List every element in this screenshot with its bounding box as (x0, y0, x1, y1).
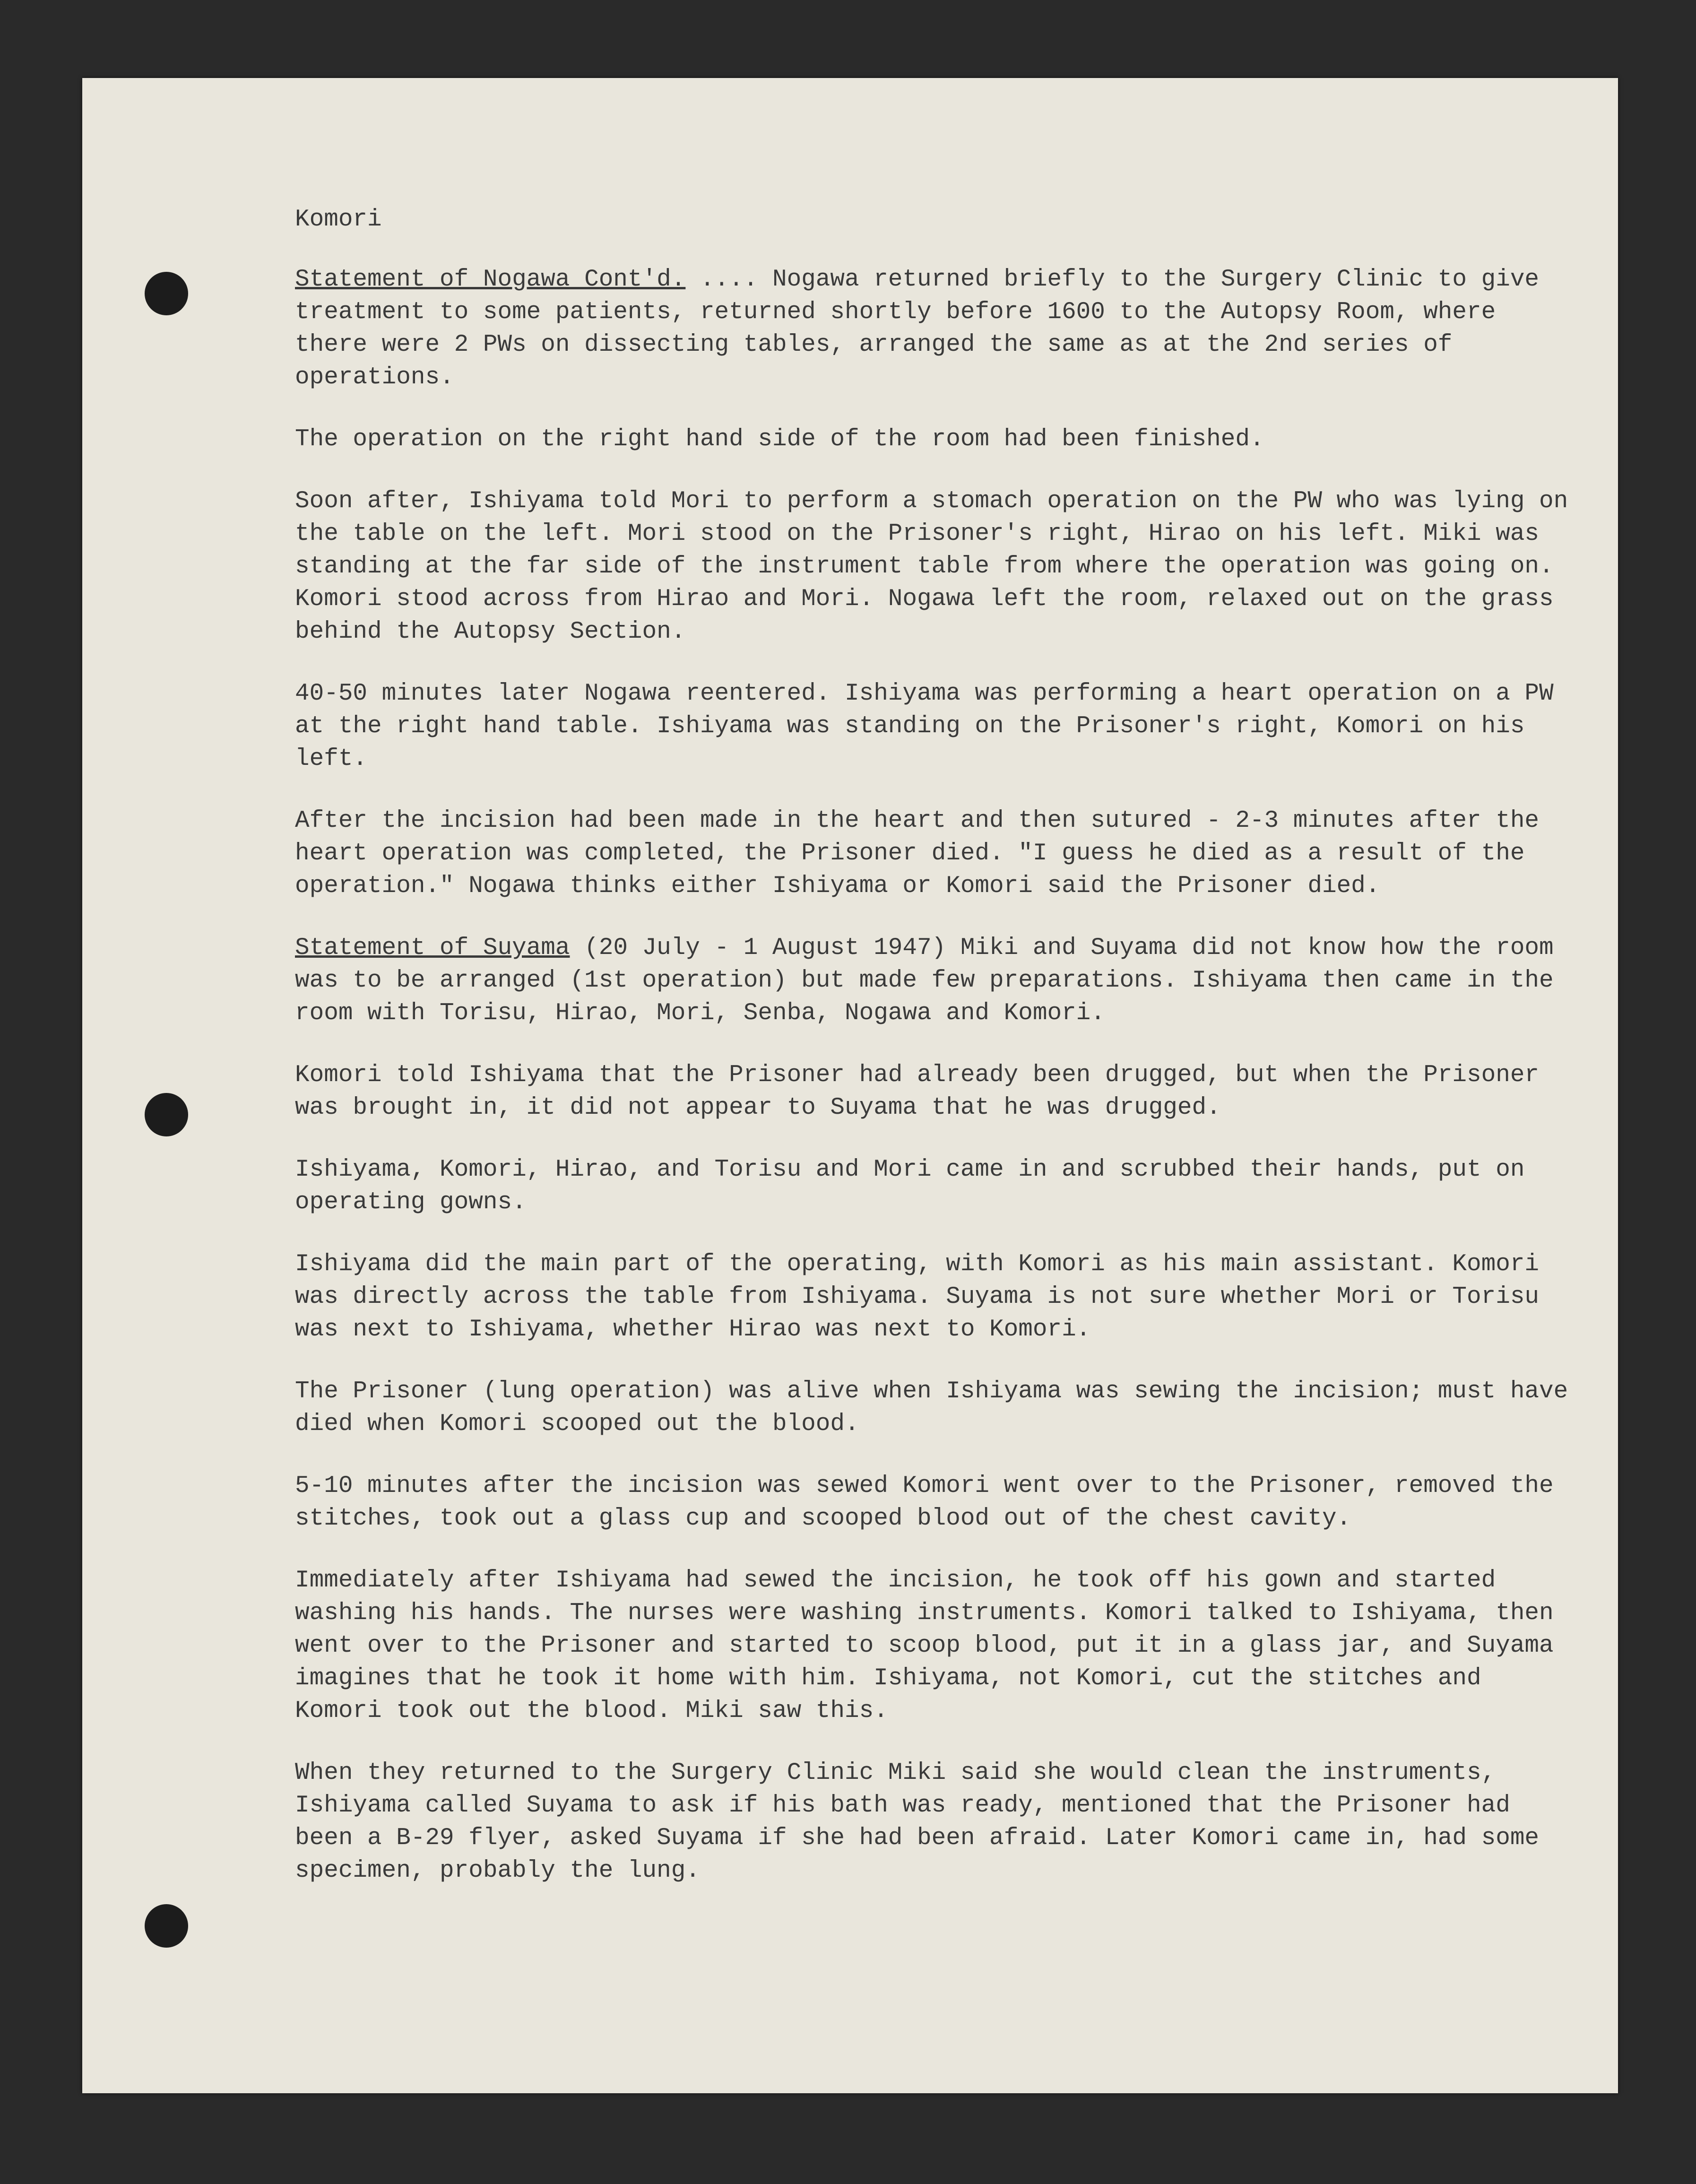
paragraph: Soon after, Ishiyama told Mori to perform a stomach operation on the PW who was lying on the table on the left. Mori stood on the Prisoner's right, Hirao on his left. Miki was standing at the far side of the instrument table from where the operation was going on. Komori stood across from Hirao and Mori. Nogawa left the room, relaxed out on the grass behind the Autopsy Section. (295, 488, 1568, 645)
document-body (295, 203, 1571, 1916)
paragraph (295, 932, 1571, 1030)
paragraph-text: (20 July - 1 August 1947) Miki and Suyama did not know how the room was to be arranged (1st operation) but made few preparations. Ishiyama then came in the room with Torisu, Hirao, Mori, Senba, Nogawa and Komori. (295, 935, 1554, 1027)
paragraph: After the incision had been made in the heart and then sutured - 2-3 minutes after the heart operation was completed, the Prisoner died. "I guess he died as a result of the operation." Nogawa thinks either Ishiyama or Komori said the Prisoner died. (295, 807, 1540, 900)
punch-hole (145, 1093, 188, 1136)
punch-hole (145, 272, 188, 315)
punch-hole (145, 1904, 188, 1948)
section-heading: Statement of Nogawa Cont'd. (295, 266, 686, 293)
paragraph: 5-10 minutes after the incision was sewed Komori went over to the Prisoner, removed the stitches, took out a glass cup and scooped blood out of the chest cavity. (295, 1473, 1554, 1532)
paragraph: The Prisoner (lung operation) was alive when Ishiyama was sewing the incision; must have died when Komori scooped out the blood. (295, 1378, 1568, 1438)
paragraph (295, 263, 1571, 394)
document-header: Komori (295, 206, 382, 233)
paragraph-text: .... Nogawa returned briefly to the Surgery Clinic to give treatment to some patients, returned shortly before 1600 to the Autopsy Room, where there were 2 PWs on dissecting tables, arranged the same as at the 2nd series of operations. (295, 266, 1540, 391)
paragraph: Immediately after Ishiyama had sewed the incision, he took off his gown and started washing his hands. The nurses were washing instruments. Komori talked to Ishiyama, then went over to the Prisoner and started to scoop blood, put it in a glass jar, and Suyama imagines that he took it home with him. Ishiyama, not Komori, cut the stitches and Komori took out the blood. Miki saw this. (295, 1567, 1554, 1725)
paragraph: Komori told Ishiyama that the Prisoner had already been drugged, but when the Prisoner was brought in, it did not appear to Suyama that he was drugged. (295, 1062, 1540, 1121)
paragraph: The operation on the right hand side of the room had been finished. (295, 426, 1264, 453)
section-heading: Statement of Suyama (295, 935, 570, 962)
paragraph: Ishiyama did the main part of the operating, with Komori as his main assistant. Komori was directly across the table from Ishiyama. Suyama is not sure whether Mori or Torisu was next to Ishiyama, whether Hirao was next to Komori. (295, 1251, 1540, 1343)
paragraph: When they returned to the Surgery Clinic Miki said she would clean the instruments, Ishiyama called Suyama to ask if his bath was ready, mentioned that the Prisoner had been a B-29 flyer, asked Suyama if she had been afraid. Later Komori came in, had some specimen, probably the lung. (295, 1759, 1540, 1884)
paragraph: 40-50 minutes later Nogawa reentered. Ishiyama was performing a heart operation on a PW at the right hand table. Ishiyama was standing on the Prisoner's right, Komori on his left. (295, 680, 1554, 772)
paragraph: Ishiyama, Komori, Hirao, and Torisu and Mori came in and scrubbed their hands, put on operating gowns. (295, 1156, 1525, 1216)
